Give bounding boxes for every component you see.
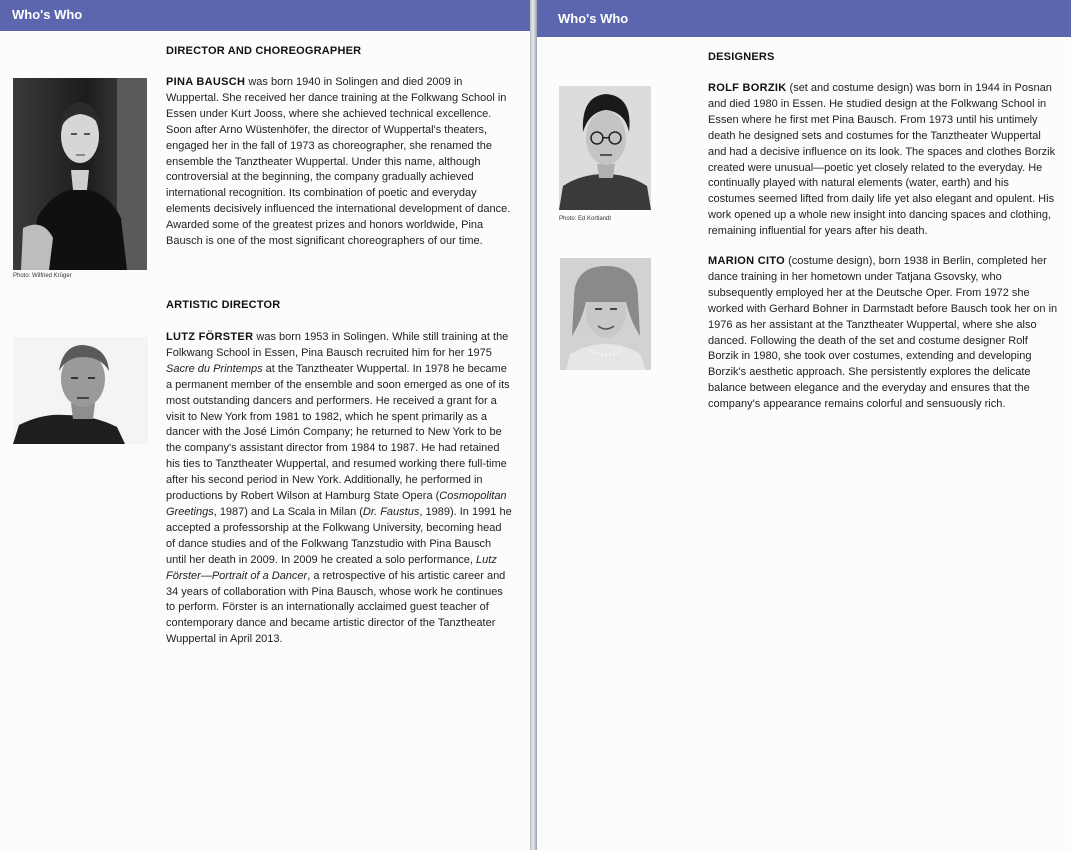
page-gutter (530, 0, 537, 850)
bio-text: was born 1940 in Solingen and died 2009 in Wuppertal. She received her dance training at the Folkwang School in Essen under Kurt Jooss, where she achieved technical excellence. Soon after Arno Wüstenhöfer, the director of Wuppertal's theaters, engaged her in the fall of 1973 as choreographer, she renamed the ensemble the Tanztheater Wuppertal. Under this name, although controversial at the beginning, the company gradually achieved international recognition. Its combination of poetic and everyday elements decisively influenced the international development of dance. Awarded some of the greatest prizes and honors worldwide, Pina Bausch is one of the most significant choreographers of our time. (166, 76, 511, 248)
bio-rolf-borzik (708, 81, 1058, 240)
work-title: Dr. Faustus (362, 505, 420, 518)
person-name: LUTZ FÖRSTER (166, 331, 254, 343)
photo-credit: Photo: Wilfried Krüger (13, 273, 72, 279)
work-title: Cosmopolitan Greetings (166, 490, 507, 518)
bio-text: at the Tanztheater Wuppertal. In 1978 he became a permanent member of the ensemble and soon emerged as one of its most outstanding dancers and performers. He received a grant for a visit to New York from 1981 to 1982, which he spent primarily as a dancer with the José Limón Company; he returned to New York to be the company's assistant director from 1984 to 1987. He had retained his ties to Tanztheater Wuppertal, and resumed working there full-time after his second period in New York. Additionally, he performed in productions by Robert Wilson at Hamburg State Opera ( (166, 362, 510, 503)
bio-pina-bausch (166, 75, 512, 250)
photo-credit: Photo: Ed Kortlandt (559, 216, 612, 222)
work-title: Lutz Förster—Portrait of a Dancer (166, 553, 497, 582)
photo-rolf-borzik (559, 86, 651, 210)
person-name: MARION CITO (708, 255, 786, 267)
section-title-director: DIRECTOR AND CHOREOGRAPHER (166, 45, 362, 57)
section-title-designers: DESIGNERS (708, 51, 775, 63)
photo-marion-cito (560, 258, 651, 370)
bio-text: (costume design), born 1938 in Berlin, completed her dance training in her hometown under Tatjana Gsovsky, who subsequently employed her at the Deutsche Oper. From 1972 she worked with Gerhard Bohner in Darmstadt before Bausch took her on in 1976 as her assistant at the Tanztheater Wuppertal, where she also danced. Following the death of the set and costume designer Rolf Borzik in 1980, she took over costumes, extending and developing Borzik's aesthetic approach. She persistently explores the delicate balance between elegance and the everyday and ensures that the company's appearance remains colorful and sensuously rich. (708, 255, 1058, 411)
bio-lutz-forster (166, 330, 512, 648)
bio-text: , 1987) and La Scala in Milan ( (213, 505, 363, 518)
person-name: ROLF BORZIK (708, 82, 787, 94)
bio-text: (set and costume design) was born in 1944 in Posnan and died 1980 in Essen. He studied design at the Folkwang School in Essen where he first met Pina Bausch. From 1973 until his untimely death he designed sets and costumes for the Tanztheater Wuppertal and had a decisive influence on its look. The spaces and clothes Borzik created were unusual—poetic yet closely related to the everyday. He continually played with natural elements (water, earth) and his costumes seemed lifted from daily life yet also elegant and opulent. His work opened up a whole new insight into dancing spaces and clothing, remaining influential for years after his death. (708, 82, 1056, 238)
bio-marion-cito (708, 254, 1058, 413)
page-header: Who's Who (0, 0, 530, 31)
work-title: Sacre du Printemps (166, 362, 263, 375)
photo-lutz-forster (13, 337, 148, 444)
person-name: PINA BAUSCH (166, 76, 246, 88)
bio-text: was born 1953 in Solingen. While still training at the Folkwang School in Essen, Pina Bausch recruited him for her 1975 (166, 331, 509, 359)
bio-text: , 1989). In 1991 he accepted a professorship at the Folkwang University, becoming head of dance studies and of the Folkwang Tanzstudio with Pina Bausch until her death in 2009. In 2009 he created a solo performance, (166, 505, 512, 566)
photo-pina-bausch (13, 78, 147, 270)
page-header: Who's Who (537, 0, 1071, 37)
right-page (537, 0, 1071, 850)
section-title-artistic-director: ARTISTIC DIRECTOR (166, 299, 281, 311)
bio-text: , a retrospective of his artistic career and 34 years of collaboration with Pina Bausch, whose work he continues to perform. Förster is an internationally acclaimed guest teacher of contemporary dance and became artistic director of the Tanztheater Wuppertal in April 2013. (166, 569, 506, 646)
left-page (0, 0, 530, 850)
